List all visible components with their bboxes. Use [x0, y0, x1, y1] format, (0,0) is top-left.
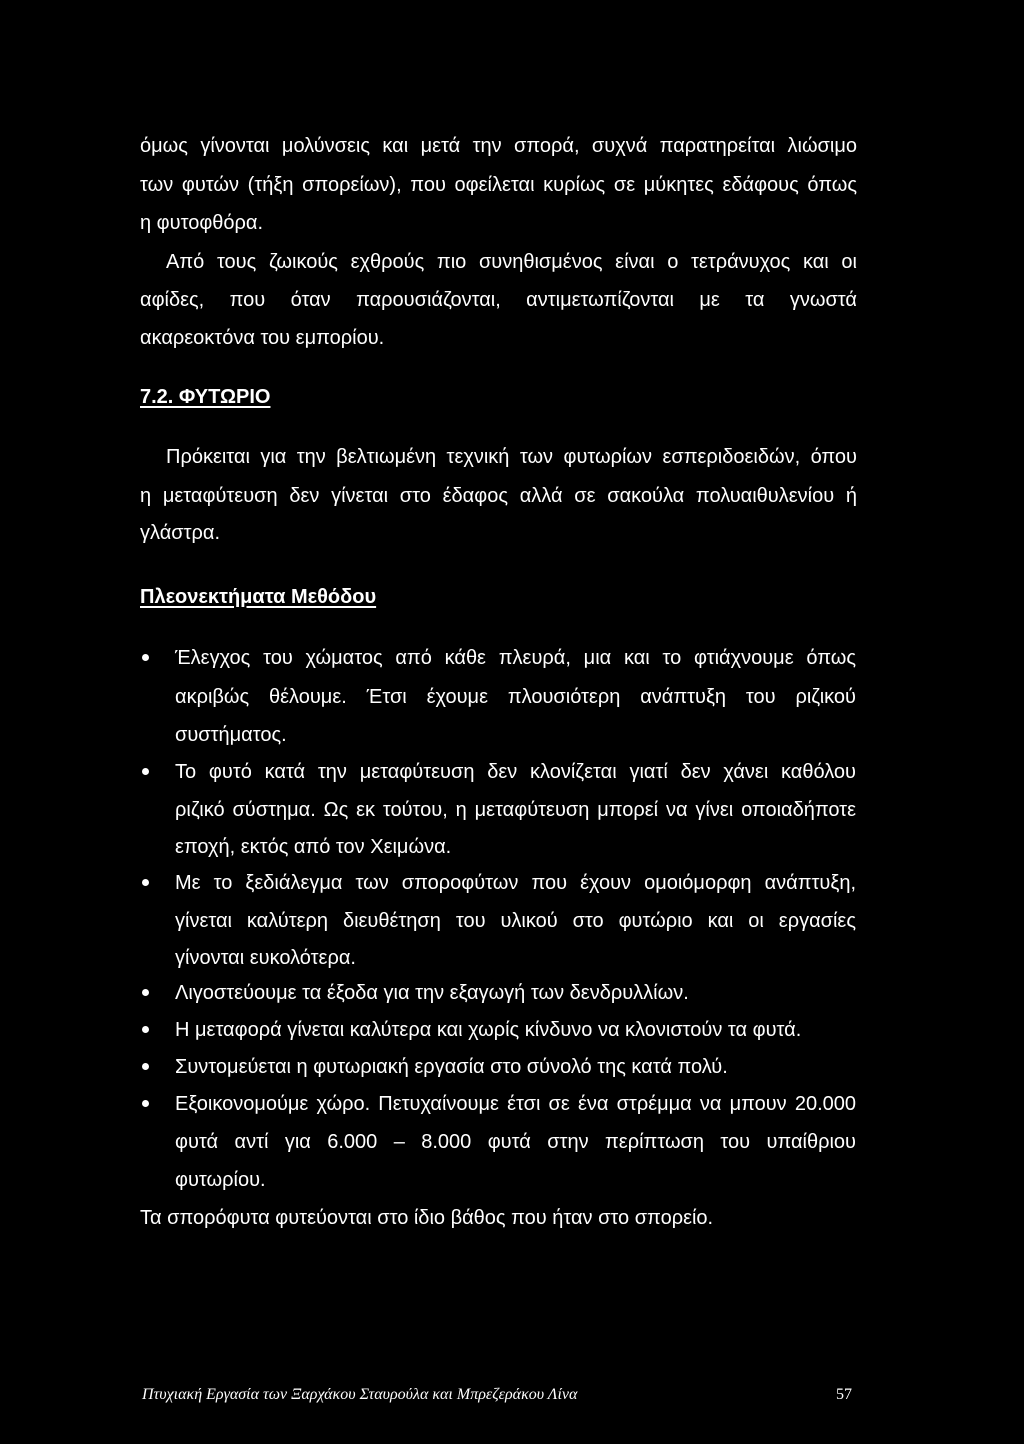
- bullet-dot: [142, 989, 149, 996]
- bullet-7-line-2: φυτά αντί για 6.000 – 8.000 φυτά στην περίπτωση του υπαίθριου: [175, 1131, 856, 1153]
- intro-line-5: αφίδες, που όταν παρουσιάζονται, αντιμετωπίζονται με τα γνωστά: [140, 289, 857, 311]
- bullet-dot: [142, 1026, 149, 1033]
- intro-line-2: των φυτών (τήξη σπορείων), που οφείλεται κυρίως σε μύκητες εδάφους όπως: [140, 174, 857, 196]
- bullet-dot: [142, 879, 149, 886]
- bullet-dot: [142, 1100, 149, 1107]
- closing-sentence: Τα σπορόφυτα φυτεύονται στο ίδιο βάθος που ήταν στο σπορείο.: [140, 1207, 714, 1229]
- bullet-1-line-2: ακριβώς θέλουμε. Έτσι έχουμε πλουσιότερη ανάπτυξη του ριζικού: [175, 686, 856, 708]
- section-paragraph-line-2: η μεταφύτευση δεν γίνεται στο έδαφος αλλά σε σακούλα πολυαιθυλενίου ή: [140, 485, 857, 507]
- intro-line-4: Από τους ζωικούς εχθρούς πιο συνηθισμένος είναι ο τετράνυχος και οι: [166, 251, 857, 273]
- intro-line-3: η φυτοφθόρα.: [140, 212, 264, 234]
- section-paragraph-line-1: Πρόκειται για την βελτιωμένη τεχνική των φυτωρίων εσπεριδοειδών, όπου: [166, 446, 857, 468]
- bullet-dot: [142, 654, 149, 661]
- bullet-5-line-1: Η μεταφορά γίνεται καλύτερα και χωρίς κίνδυνο να κλονιστούν τα φυτά.: [175, 1019, 802, 1041]
- bullet-dot: [142, 1063, 149, 1070]
- bullet-2-line-2: ριζικό σύστημα. Ως εκ τούτου, η μεταφύτευση μπορεί να γίνει οποιαδήποτε: [175, 799, 856, 821]
- advantages-heading: Πλεονεκτήματα Μεθόδου: [140, 586, 377, 608]
- bullet-1-line-1: Έλεγχος του χώματος από κάθε πλευρά, μια και το φτιάχνουμε όπως: [175, 647, 856, 669]
- bullet-dot: [142, 768, 149, 775]
- bullet-6-line-1: Συντομεύεται η φυτωριακή εργασία στο σύνολό της κατά πολύ.: [175, 1056, 728, 1078]
- bullet-3-line-3: γίνονται ευκολότερα.: [175, 947, 356, 969]
- bullet-7-line-3: φυτωρίου.: [175, 1169, 266, 1191]
- footer-text: Πτυχιακή Εργασία των Ξαρχάκου Σταυρούλα και Μπρεζεράκου Λίνα: [142, 1386, 578, 1403]
- section-paragraph-line-3: γλάστρα.: [140, 522, 220, 544]
- intro-line-6: ακαρεοκτόνα του εμπορίου.: [140, 327, 385, 349]
- bullet-3-line-1: Με το ξεδιάλεγμα των σποροφύτων που έχουν ομοιόμορφη ανάπτυξη,: [175, 872, 856, 894]
- bullet-7-line-1: Εξοικονομούμε χώρο. Πετυχαίνουμε έτσι σε ένα στρέμμα να μπουν 20.000: [175, 1093, 856, 1115]
- page-number: 57: [836, 1386, 852, 1403]
- bullet-2-line-3: εποχή, εκτός από τον Χειμώνα.: [175, 836, 452, 858]
- bullet-1-line-3: συστήματος.: [175, 724, 287, 746]
- bullet-2-line-1: Το φυτό κατά την μεταφύτευση δεν κλονίζεται γιατί δεν χάνει καθόλου: [175, 761, 856, 783]
- intro-line-1: όμως γίνονται μολύνσεις και μετά την σπορά, συχνά παρατηρείται λιώσιμο: [140, 135, 857, 157]
- bullet-3-line-2: γίνεται καλύτερη διευθέτηση του υλικού στο φυτώριο και οι εργασίες: [175, 910, 856, 932]
- bullet-4-line-1: Λιγοστεύουμε τα έξοδα για την εξαγωγή των δενδρυλλίων.: [175, 982, 689, 1004]
- section-title: 7.2. ΦΥΤΩΡΙΟ: [140, 386, 271, 408]
